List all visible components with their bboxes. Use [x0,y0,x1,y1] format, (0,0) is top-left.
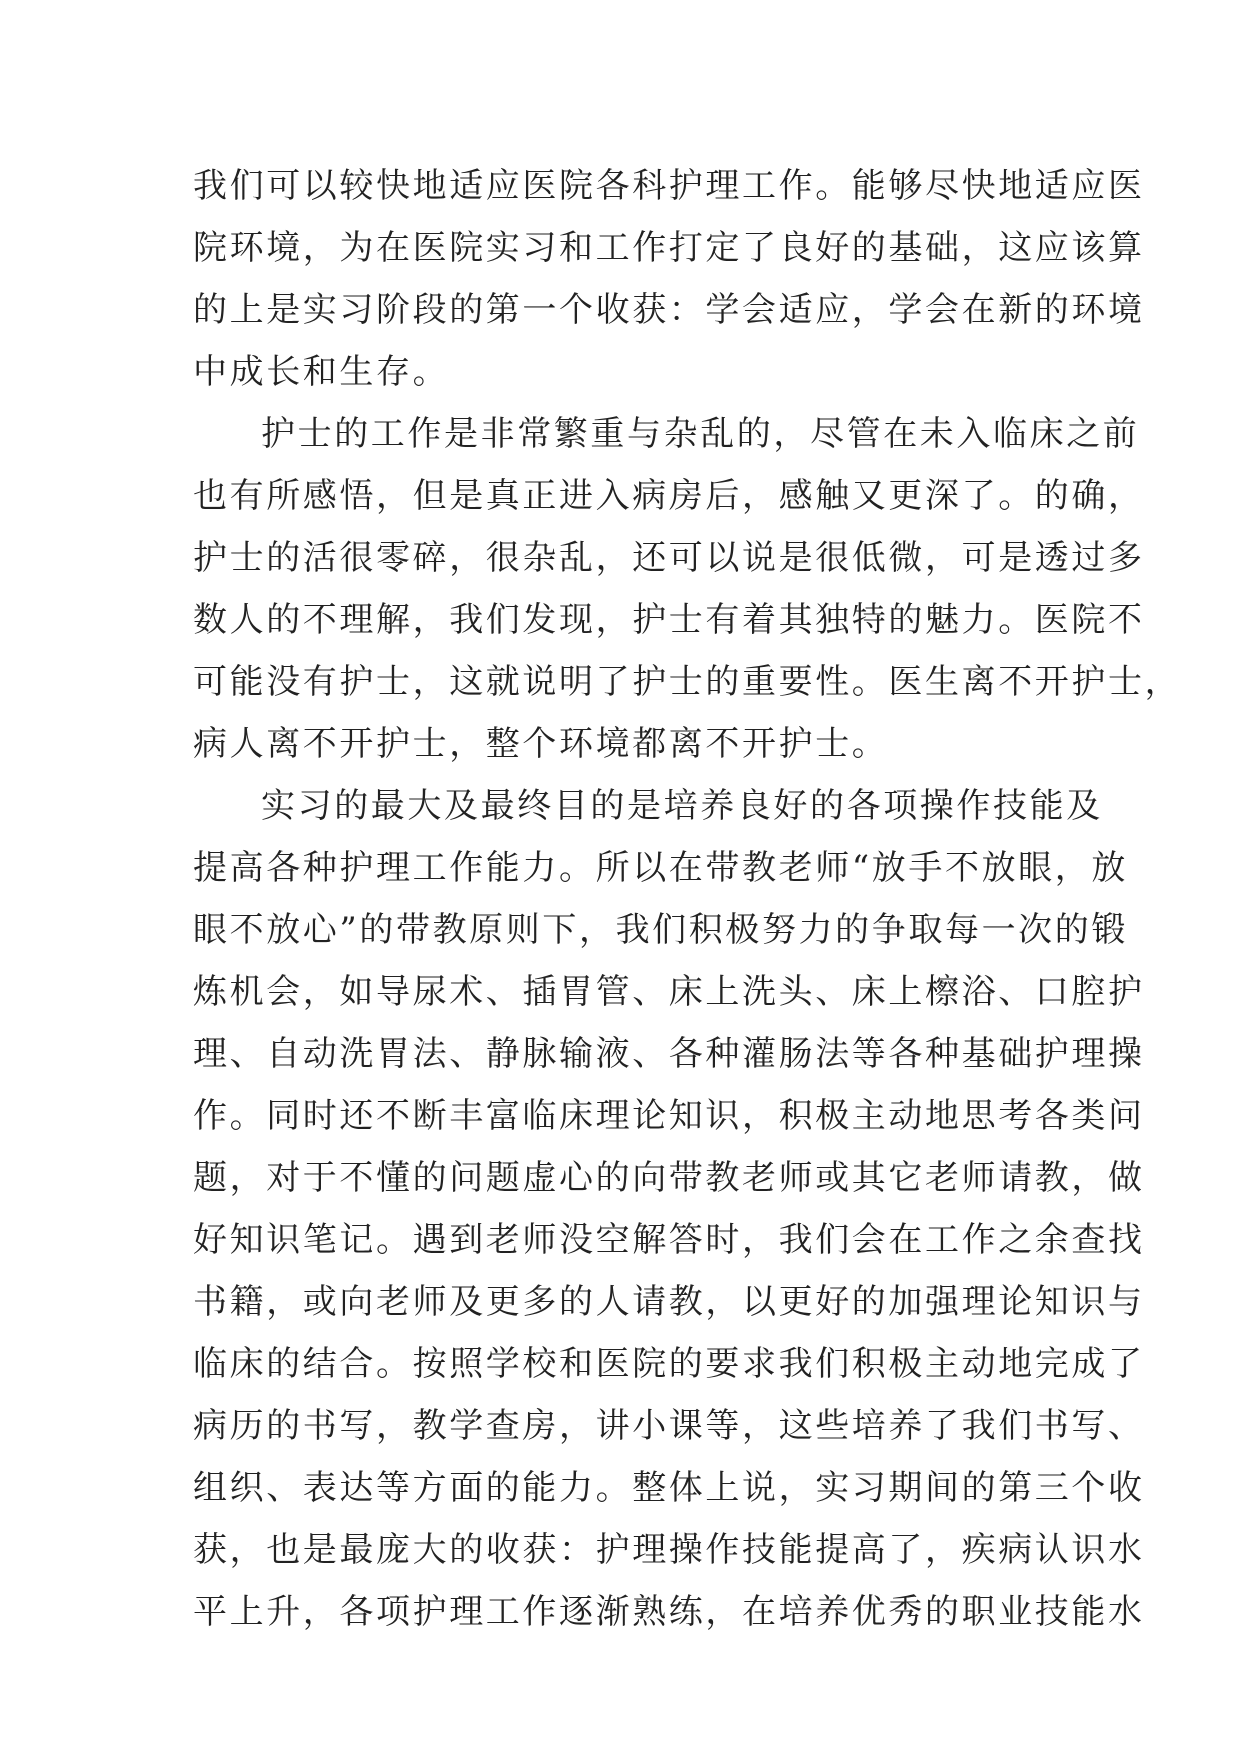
text-line: 组织、表达等方面的能力。整体上说，实习期间的第三个收 [193,1468,1145,1508]
text-line: 眼不放心”的带教原则下，我们积极努力的争取每一次的锻 [193,910,1128,950]
text-line: 院环境，为在医院实习和工作打定了良好的基础，这应该算 [193,228,1145,268]
text-line: 中成长和生存。 [193,352,450,392]
text-line: 获，也是最庞大的收获：护理操作技能提高了，疾病认识水 [193,1530,1145,1570]
text-line: 病历的书写，教学查房，讲小课等，这些培养了我们书写、 [193,1406,1145,1446]
text-line: 题，对于不懂的问题虚心的向带教老师或其它老师请教，做 [193,1158,1145,1198]
text-line: 作。同时还不断丰富临床理论知识，积极主动地思考各类问 [193,1096,1145,1136]
document-body [193,155,1182,1643]
paragraph-first-line: 实习的最大及最终目的是培养良好的各项操作技能及 [261,786,1103,826]
text-line: 临床的结合。按照学校和医院的要求我们积极主动地完成了 [193,1344,1145,1384]
text-line: 好知识笔记。遇到老师没空解答时，我们会在工作之余查找 [193,1220,1145,1260]
text-line: 数人的不理解，我们发现，护士有着其独特的魅力。医院不 [193,600,1145,640]
paragraph-first-line: 护士的工作是非常繁重与杂乱的，尽管在未入临床之前 [261,414,1140,454]
text-line: 的上是实习阶段的第一个收获：学会适应，学会在新的环境 [193,290,1145,330]
text-line: 我们可以较快地适应医院各科护理工作。能够尽快地适应医 [193,166,1145,206]
text-line: 理、自动洗胃法、静脉输液、各种灌肠法等各种基础护理操 [193,1034,1145,1074]
text-line: 平上升，各项护理工作逐渐熟练，在培养优秀的职业技能水 [193,1592,1145,1632]
text-line: 可能没有护士，这就说明了护士的重要性。医生离不开护士， [193,662,1182,702]
text-line: 提高各种护理工作能力。所以在带教老师“放手不放眼，放 [193,848,1128,888]
text-line: 书籍，或向老师及更多的人请教，以更好的加强理论知识与 [193,1282,1145,1322]
text-line: 炼机会，如导尿术、插胃管、床上洗头、床上檫浴、口腔护 [193,972,1145,1012]
text-line: 也有所感悟，但是真正进入病房后，感触又更深了。的确， [193,476,1145,516]
text-line: 病人离不开护士，整个环境都离不开护士。 [193,724,889,764]
text-line: 护士的活很零碎，很杂乱，还可以说是很低微，可是透过多 [193,538,1145,578]
